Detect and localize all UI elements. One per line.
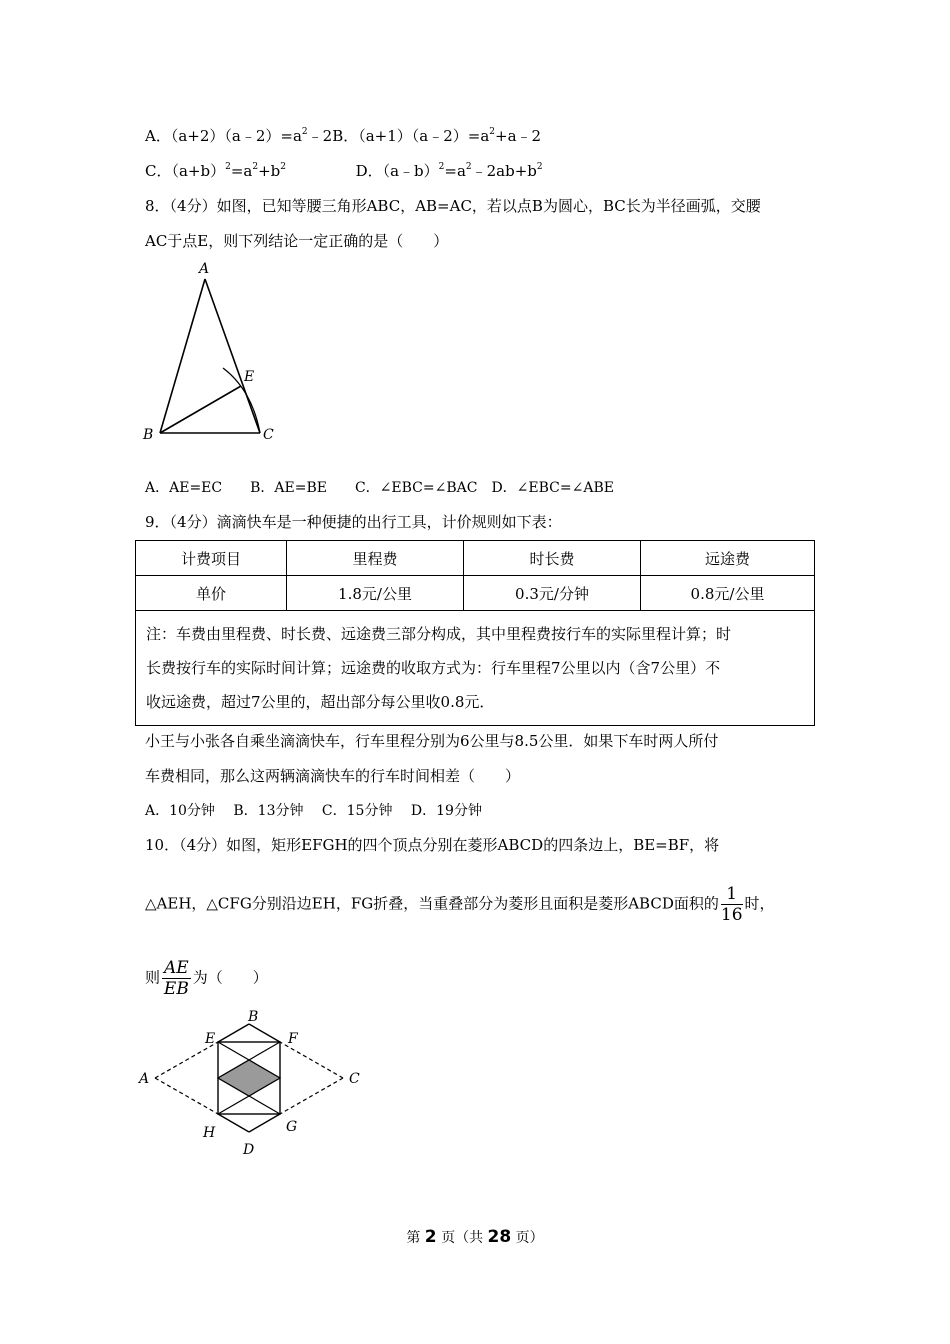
label-C: C <box>349 1071 360 1087</box>
q9-options: A．10分钟 B．13分钟 C．15分钟 D．19分钟 <box>145 803 482 819</box>
label-C: C <box>263 427 274 443</box>
shaded-overlap-rhombus <box>218 1060 280 1096</box>
label-A: A <box>199 261 210 277</box>
segment-HD <box>218 1114 249 1132</box>
segment-CF <box>280 1042 343 1078</box>
header-cell: 计费项目 <box>136 541 287 576</box>
q10-stem-line1: 10．（4分）如图，矩形EFGH的四个顶点分别在菱形ABCD的四条边上，BE=BF，将 <box>145 836 720 854</box>
segment-CG <box>280 1078 343 1114</box>
total-pages: 28 <box>487 1227 512 1247</box>
fraction-1-16: $\frac{1}{16}$ <box>720 884 743 925</box>
q10-stem-line2: △AEH，△CFG分别沿边EH，FG折叠，当重叠部分为菱形且面积是菱形ABCD面积的 $\frac{1}{16}$ 时， <box>145 884 775 925</box>
q7-optB-text: （a+1）（a﹣2）=a <box>358 127 490 145</box>
value-cell: 0.3元/分钟 <box>464 576 641 611</box>
q7-optD-label: D． <box>355 162 383 180</box>
label-D: D <box>243 1142 255 1158</box>
q7-options-row2: C．$(a+b)^2=a^2+b^2$ D．$(a﹣b)^2=a^2﹣2ab+b^2$ <box>145 162 543 180</box>
value-cell: 0.8元/公里 <box>641 576 815 611</box>
fee-table <box>135 540 815 726</box>
label-F: F <box>288 1031 298 1047</box>
q7-optA-text: （a+2）（a﹣2）=a <box>170 127 302 145</box>
header-cell: 远途费 <box>641 541 815 576</box>
page-footer: 第 2 页（共 28 页） <box>406 1227 544 1247</box>
note-cell: 注：车费由里程费、时长费、远途费三部分构成，其中里程费按行车的实际里程计算；时 长费按行车的实际时间计算；远途费的收取方式为：行车里程7公里以内（含7公里）不 收远途费，超过7公里的，超出部分每公里收0.8元． <box>136 611 815 726</box>
q8-options: A．AE=EC B．AE=BE C．∠EBC=∠BAC D．∠EBC=∠ABE <box>145 480 614 496</box>
q7-optC-label: C． <box>145 162 172 180</box>
label-B: B <box>248 1009 259 1025</box>
q8-triangle-figure <box>135 255 295 455</box>
label-H: H <box>203 1125 216 1141</box>
label-E: E <box>205 1031 216 1047</box>
q9-stem: 9．（4分）滴滴快车是一种便捷的出行工具，计价规则如下表： <box>145 513 562 531</box>
label-A: A <box>139 1071 150 1087</box>
q7-optA-label: A． <box>145 127 171 145</box>
label-B: B <box>143 427 154 443</box>
header-cell: 里程费 <box>287 541 464 576</box>
q7-optB-label: B． <box>332 127 359 145</box>
fraction-AE-EB: $\frac{AE}{EB}$ <box>163 958 189 999</box>
label-G: G <box>286 1119 298 1135</box>
q8-stem-line1: 8．（4分）如图，已知等腰三角形ABC，AB=AC，若以点B为圆心，BC长为半径画弧，交腰 <box>145 197 761 215</box>
q8-stem-line2: AC于点E，则下列结论一定正确的是（ ） <box>145 232 449 250</box>
table-header-row <box>136 541 815 576</box>
q10-rhombus-figure <box>135 1005 375 1165</box>
note-row <box>136 611 815 726</box>
segment-AH <box>155 1078 218 1114</box>
row-label-cell: 单价 <box>136 576 287 611</box>
segment-DG <box>249 1114 280 1132</box>
q7-options-row1: A．$(a+2)(a﹣2)=a^2﹣2B$．$(a+1)(a﹣2)=a^2+a﹣2$ <box>145 127 542 145</box>
table-row <box>136 576 815 611</box>
segment-AC <box>205 279 260 433</box>
label-E: E <box>244 369 255 385</box>
q10-stem-line3: 则 $\frac{AE}{EB}$ 为（ ） <box>145 958 268 999</box>
page-number: 2 <box>424 1227 437 1247</box>
segment-BF <box>249 1024 280 1042</box>
segment-EB <box>218 1024 249 1042</box>
q9-after-line1: 小王与小张各自乘坐滴滴快车，行车里程分别为6公里与8.5公里．如果下车时两人所付 <box>145 732 719 750</box>
q9-after-line2: 车费相同，那么这两辆滴滴快车的行车时间相差（ ） <box>145 767 521 785</box>
segment-AE <box>155 1042 218 1078</box>
value-cell: 1.8元/公里 <box>287 576 464 611</box>
header-cell: 时长费 <box>464 541 641 576</box>
arc-center-B <box>223 368 260 433</box>
